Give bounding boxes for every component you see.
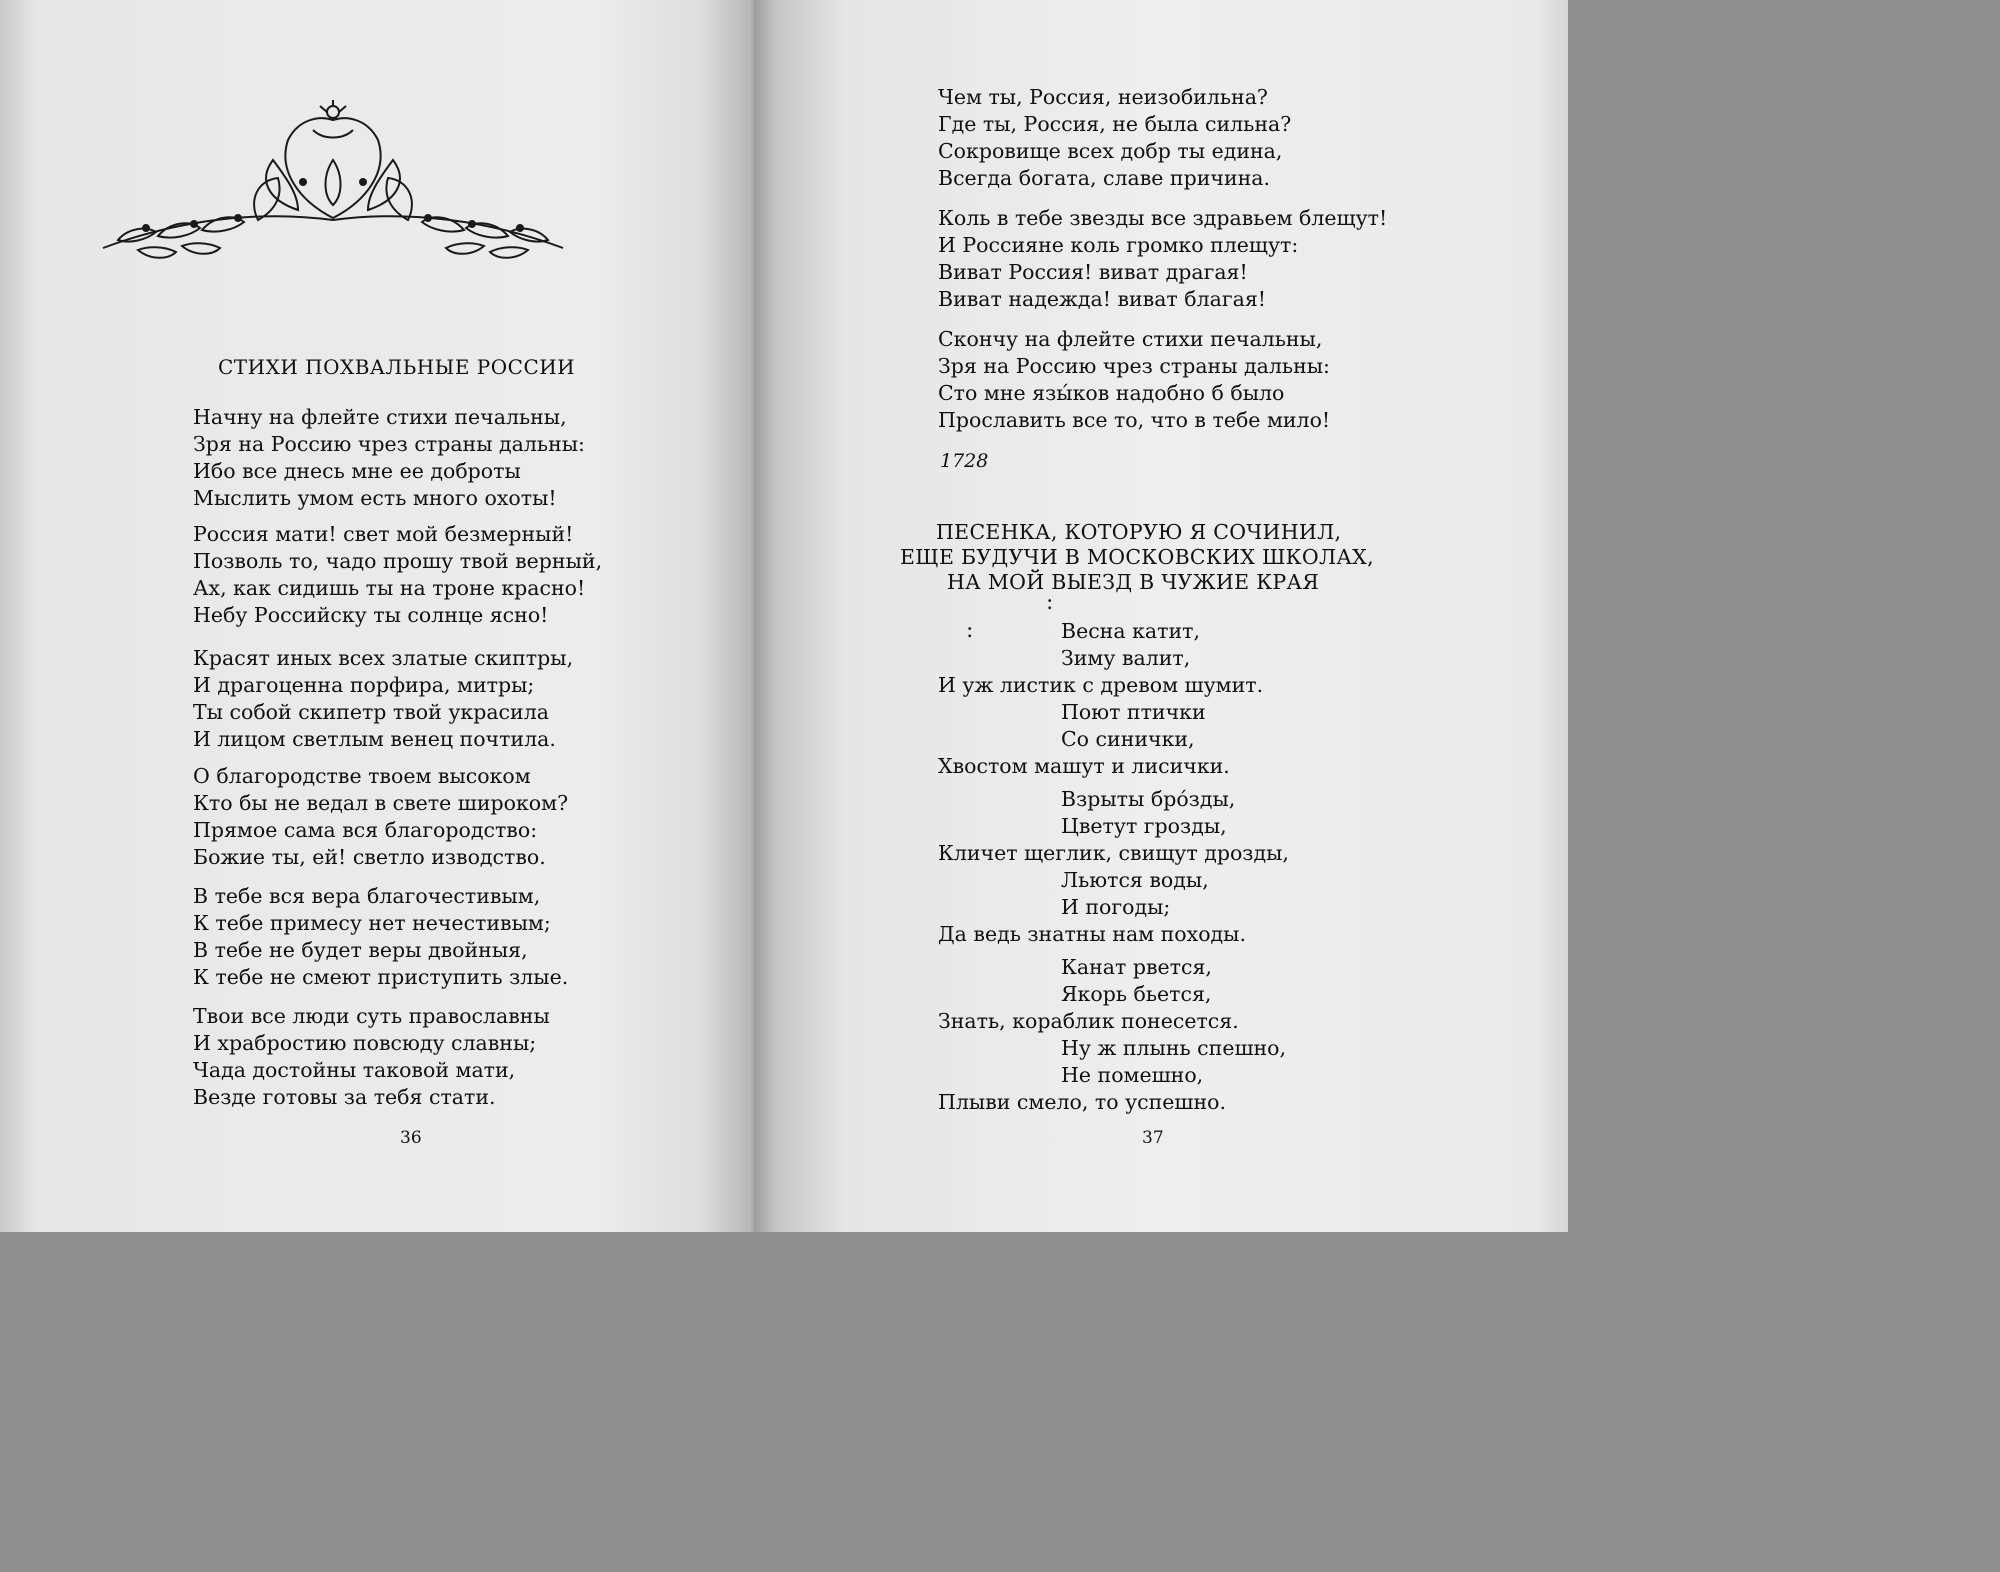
stanza xyxy=(193,763,568,871)
verse-line: И храбростию повсюду славны; xyxy=(193,1031,537,1055)
verse-line: Позволь то, чадо прошу твой верный, xyxy=(193,549,603,573)
verse-line: К тебе не смеют приступить злые. xyxy=(193,965,569,989)
verse-line: Везде готовы за тебя стати. xyxy=(193,1085,496,1109)
verse-line: Скончу на флейте стихи печальны, xyxy=(938,327,1323,351)
verse-line: Прямое сама вся благородство: xyxy=(193,818,538,842)
stanza xyxy=(193,521,602,629)
verse-line: Всегда богата, славе причина. xyxy=(938,166,1271,190)
song-title-line: НА МОЙ ВЫЕЗД В ЧУЖИЕ КРАЯ xyxy=(947,570,1320,594)
verse-line: Где ты, Россия, не была сильна? xyxy=(938,112,1292,136)
stanza xyxy=(193,404,585,512)
verse-line: Весна катит, xyxy=(1061,619,1200,643)
verse-line: Прославить все то, что в тебе мило! xyxy=(938,408,1331,432)
verse-line: Зря на Россию чрез страны дальны: xyxy=(938,354,1330,378)
stanza xyxy=(938,326,1330,434)
song-title-line: ЕЩЕ БУДУЧИ В МОСКОВСКИХ ШКОЛАХ, xyxy=(900,545,1374,569)
song-title-line: ПЕСЕНКА, КОТОРУЮ Я СОЧИНИЛ, xyxy=(936,520,1342,544)
stanza xyxy=(938,205,1387,313)
stanza xyxy=(193,645,573,753)
verse-line: Взрыты бро́зды, xyxy=(1061,787,1236,811)
verse-line: Виват Россия! виват драгая! xyxy=(938,260,1248,284)
verse-line: К тебе примесу нет нечестивым; xyxy=(193,911,551,935)
verse-line: Со синички, xyxy=(1061,727,1195,751)
verse-line: В тебе вся вера благочестивым, xyxy=(193,884,541,908)
poem-title: СТИХИ ПОХВАЛЬНЫЕ РОССИИ xyxy=(218,355,576,379)
verse-line: Льются воды, xyxy=(1061,868,1209,892)
verse-line: Небу Российску ты солнце ясно! xyxy=(193,603,549,627)
right-page xyxy=(756,0,1568,1232)
page-number: 37 xyxy=(1142,1128,1164,1148)
verse-line: Чем ты, Россия, неизобильна? xyxy=(938,85,1268,109)
verse-line: Зиму валит, xyxy=(1061,646,1191,670)
verse-line: Ну ж плынь спешно, xyxy=(1061,1036,1287,1060)
page-number: 36 xyxy=(400,1128,422,1148)
song-stanza xyxy=(756,954,1287,1116)
verse-line: И погоды; xyxy=(1061,895,1171,919)
stanza xyxy=(193,883,568,991)
verse-line: Не помешно, xyxy=(1061,1063,1204,1087)
verse-line: Виват надежда! виват благая! xyxy=(938,287,1266,311)
verse-line: Кто бы не ведал в свете широком? xyxy=(193,791,569,815)
verse-line: И уж листик с древом шумит. xyxy=(938,673,1264,697)
verse-line: Мыслить умом есть много охоты! xyxy=(193,486,557,510)
verse-line: И Россияне коль громко плещут: xyxy=(938,233,1299,257)
stanza xyxy=(938,84,1291,192)
colon-mark: : xyxy=(966,618,974,643)
stanza xyxy=(193,1003,550,1111)
verse-line: Знать, кораблик понесется. xyxy=(938,1009,1239,1033)
verse-line: Ибо все днесь мне ее доброты xyxy=(193,459,521,483)
verse-line: Божие ты, ей! светло изводство. xyxy=(193,845,546,869)
verse-line: Начну на флейте стихи печальны, xyxy=(193,405,567,429)
verse-line: Да ведь знатны нам походы. xyxy=(938,922,1246,946)
laurel-wreath-ornament xyxy=(98,100,568,270)
song-title xyxy=(756,520,1374,595)
verse-line: В тебе не будет веры двойныя, xyxy=(193,938,528,962)
left-page xyxy=(0,0,756,1232)
verse-line: Канат рвется, xyxy=(1061,955,1212,979)
verse-line: Цветут грозды, xyxy=(1061,814,1227,838)
poem-date: 1728 xyxy=(940,450,989,472)
verse-line: Кличет щеглик, свищут дрозды, xyxy=(938,841,1289,865)
verse-line: Сто мне язы́ков надобно б было xyxy=(938,381,1285,405)
verse-line: Чада достойны таковой мати, xyxy=(193,1058,516,1082)
verse-line: Зря на Россию чрез страны дальны: xyxy=(193,432,585,456)
verse-line: Хвостом машут и лисички. xyxy=(938,754,1230,778)
verse-line: И лицом светлым венец почтила. xyxy=(193,727,556,751)
verse-line: О благородстве твоем высоком xyxy=(193,764,531,788)
verse-line: Красят иных всех златые скиптры, xyxy=(193,646,574,670)
verse-line: И драгоценна порфира, митры; xyxy=(193,673,535,697)
song-stanza xyxy=(756,618,1264,780)
verse-line: Ах, как сидишь ты на троне красно! xyxy=(193,576,586,600)
verse-line: Поют птички xyxy=(1061,700,1206,724)
verse-line: Твои все люди суть православны xyxy=(193,1004,550,1028)
verse-line: Якорь бьется, xyxy=(1061,982,1212,1006)
verse-line: Ты собой скипетр твой украсила xyxy=(193,700,549,724)
verse-line: Коль в тебе звезды все здравьем блещут! xyxy=(938,206,1388,230)
song-stanza xyxy=(756,786,1289,948)
verse-line: Россия мати! свет мой безмерный! xyxy=(193,522,574,546)
verse-line: Плыви смело, то успешно. xyxy=(938,1090,1227,1114)
colon-mark: : xyxy=(1046,590,1054,615)
verse-line: Сокровище всех добр ты едина, xyxy=(938,139,1283,163)
